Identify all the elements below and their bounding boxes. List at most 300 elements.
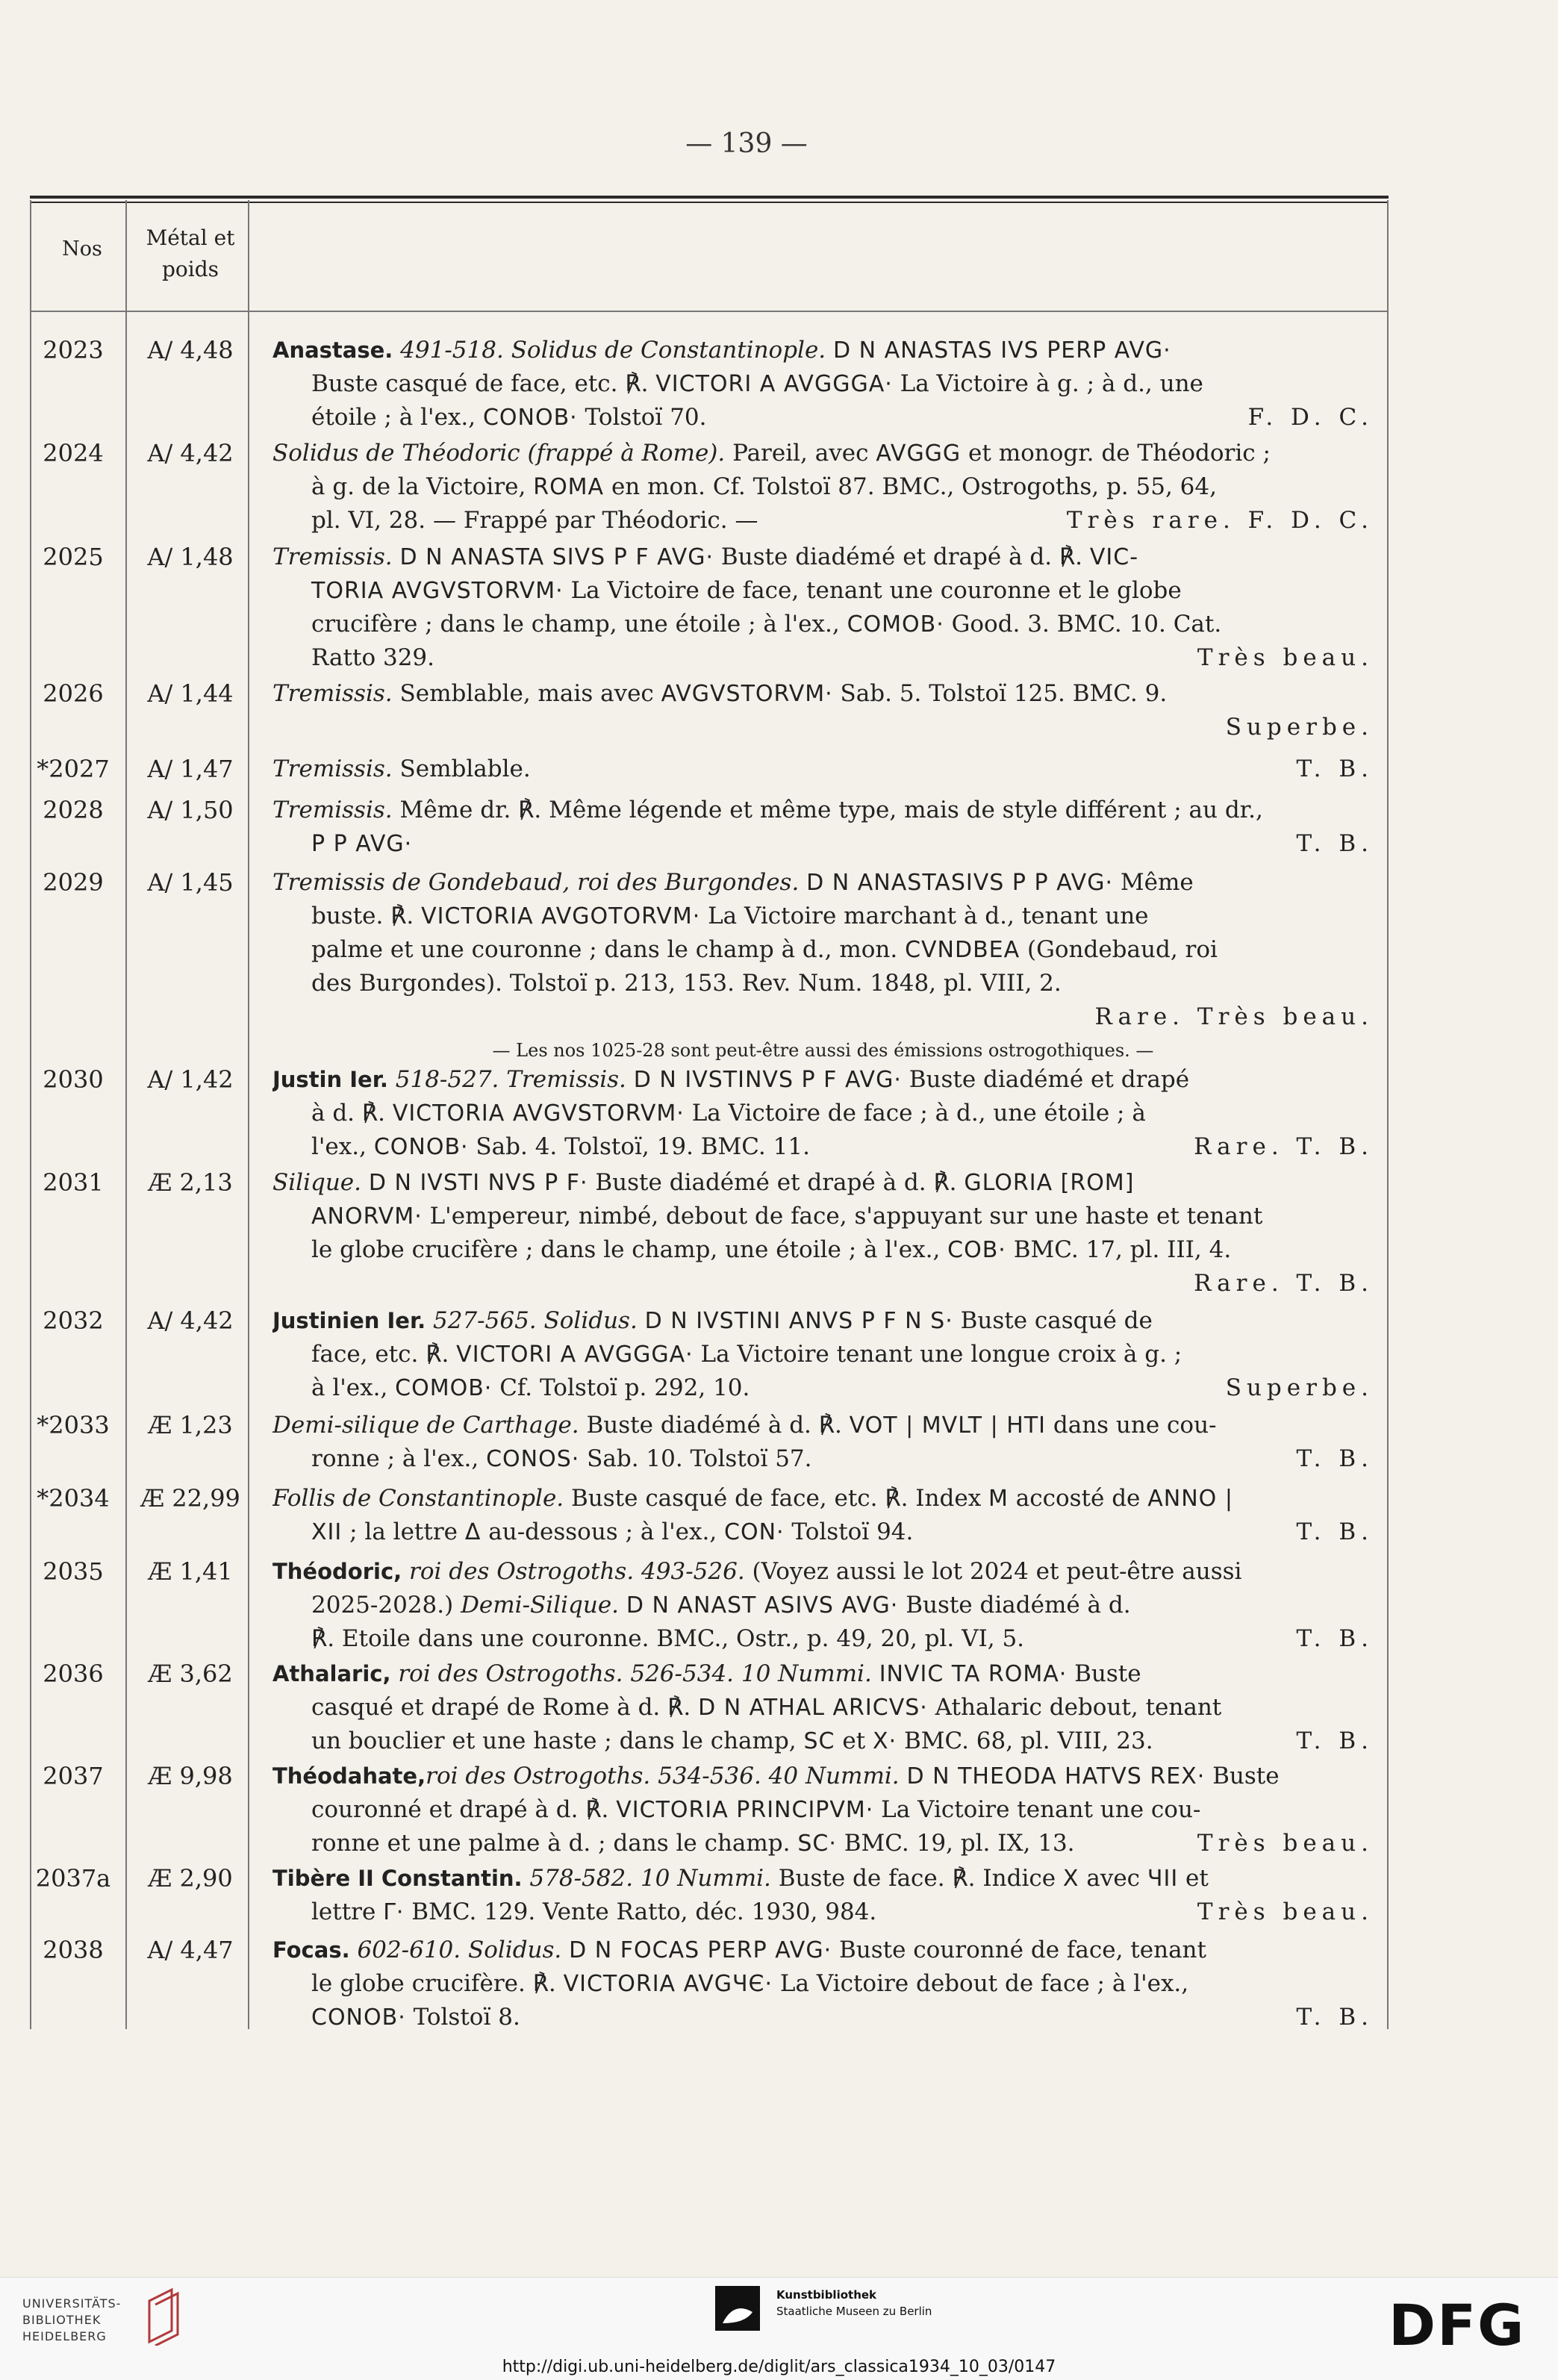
text-segment: Tibère II Constantin. bbox=[272, 1866, 523, 1891]
lot-number: 2029 bbox=[43, 868, 104, 897]
university-library-logo-icon bbox=[142, 2286, 187, 2346]
description-line bbox=[272, 608, 1374, 641]
text-segment: Sab. 10. Tolstoï 57. bbox=[579, 1445, 812, 1472]
text-segment: P P AVG· bbox=[311, 831, 413, 857]
lot-number: 2023 bbox=[43, 336, 104, 364]
text-segment: Justinien Ier. bbox=[272, 1308, 426, 1333]
description-text bbox=[311, 641, 434, 675]
description-line bbox=[272, 437, 1374, 470]
text-segment: Buste de face. ℟. Indice bbox=[770, 1865, 1063, 1892]
metal-weight: Æ 22,99 bbox=[140, 1484, 240, 1513]
text-segment: 491-518. Solidus de Constantinople. bbox=[393, 337, 834, 364]
text-segment: Δ bbox=[464, 1519, 482, 1545]
text-segment: La Victoire à g. ; à d., une bbox=[892, 370, 1203, 397]
text-segment: D N ATHAL ARICVS· bbox=[698, 1695, 928, 1721]
text-segment: VICTORIA AVGOTORVM· bbox=[421, 903, 701, 929]
grade-label: Rare. Très beau. bbox=[1094, 1003, 1374, 1030]
description-text bbox=[311, 370, 1203, 397]
text-segment: étoile ; à l'ex., bbox=[311, 404, 483, 431]
grade-label: T. B. bbox=[1296, 2004, 1374, 2031]
grade-label: T. B. bbox=[1296, 1518, 1374, 1545]
text-segment: Follis de Constantinople. bbox=[272, 1485, 564, 1512]
text-segment: au-dessous ; à l'ex., bbox=[481, 1518, 725, 1545]
lot-number: 2030 bbox=[43, 1065, 104, 1094]
description-text bbox=[311, 504, 758, 538]
description-line bbox=[272, 677, 1374, 711]
description-line bbox=[272, 1862, 1374, 1895]
text-segment: Tremissis. bbox=[272, 680, 393, 707]
grade-label: Très beau. bbox=[1197, 1830, 1374, 1857]
text-segment: ANORVM· bbox=[311, 1203, 423, 1230]
text-segment: Semblable, mais avec bbox=[392, 680, 661, 707]
text-segment: lettre bbox=[311, 1898, 384, 1925]
lot-description bbox=[272, 1657, 1374, 1758]
text-segment: et monogr. de Théodoric ; bbox=[961, 440, 1271, 467]
description-line bbox=[272, 1130, 1374, 1164]
text-segment: La Victoire tenant une longue croix à g. ; bbox=[693, 1341, 1182, 1368]
text-segment: accosté de bbox=[1008, 1485, 1148, 1512]
description-line bbox=[272, 967, 1374, 1000]
description-line bbox=[272, 1200, 1374, 1233]
text-segment: La Victoire tenant une cou- bbox=[873, 1796, 1201, 1823]
header-rule-thick bbox=[30, 196, 1389, 199]
grade-label: T. B. bbox=[1296, 830, 1374, 857]
description-line bbox=[272, 1555, 1374, 1589]
lot-number: 2025 bbox=[43, 543, 104, 571]
text-segment: GLORIA [ROM] bbox=[964, 1170, 1135, 1196]
text-segment: BMC. 19, pl. IX, 13. bbox=[836, 1830, 1075, 1857]
text-segment: M bbox=[988, 1486, 1009, 1512]
text-segment: roi des Ostrogoths. 526-534. 10 Nummi. bbox=[390, 1660, 879, 1687]
metal-weight: A/ 1,47 bbox=[147, 755, 234, 783]
text-segment: Good. 3. BMC. 10. Cat. bbox=[944, 611, 1222, 638]
text-segment: X· bbox=[873, 1728, 897, 1754]
text-segment: La Victoire de face, tenant une couronne et le globe bbox=[563, 577, 1182, 604]
text-segment: 578-582. 10 Nummi. bbox=[522, 1865, 771, 1892]
text-segment: ANNO | bbox=[1147, 1486, 1233, 1512]
text-segment: Buste casqué de face, etc. ℟. bbox=[311, 370, 656, 397]
text-segment: à g. de la Victoire, bbox=[311, 473, 534, 500]
text-segment: un bouclier et une haste ; dans le champ, bbox=[311, 1728, 804, 1754]
text-segment: 527-565. Solidus. bbox=[426, 1307, 645, 1334]
description-line bbox=[272, 1895, 1374, 1929]
text-segment: 602-610. Solidus. bbox=[349, 1937, 570, 1963]
text-segment: Buste diadémé et drapé à d. ℟. bbox=[588, 1169, 965, 1196]
text-segment: le globe crucifère. ℟. bbox=[311, 1970, 564, 1997]
text-segment: Pareil, avec bbox=[725, 440, 876, 467]
grade-label: Rare. T. B. bbox=[1194, 1270, 1374, 1297]
text-segment: — Les nos 1025-28 sont peut-être aussi des émissions ostrogothiques. — bbox=[492, 1040, 1154, 1061]
source-url[interactable]: http://digi.ub.uni-heidelberg.de/diglit/ars_classica1934_10_03/0147 bbox=[502, 2358, 1056, 2376]
lot-number: *2027 bbox=[37, 755, 110, 783]
description-line bbox=[272, 1409, 1374, 1442]
grade-label: Très beau. bbox=[1197, 644, 1374, 671]
text-segment: SC· bbox=[797, 1831, 837, 1857]
text-segment: ronne ; à l'ex., bbox=[311, 1445, 487, 1472]
description-line bbox=[272, 1482, 1374, 1515]
description-line bbox=[272, 574, 1374, 608]
text-segment: 2025-2028.) bbox=[311, 1592, 461, 1619]
text-segment: L'empereur, nimbé, debout de face, s'appuyant sur une haste et tenant bbox=[422, 1203, 1263, 1230]
column-header-metal-line2: poids bbox=[161, 257, 219, 281]
text-segment: Tolstoï 94. bbox=[784, 1518, 914, 1545]
lot-number: 2035 bbox=[43, 1557, 104, 1586]
text-segment: Buste casqué de face, etc. ℟. Index bbox=[564, 1485, 989, 1512]
description-text bbox=[272, 1558, 1241, 1585]
text-segment: Même dr. ℟. Même légende et même type, mais de style différent ; au dr., bbox=[392, 797, 1263, 823]
description-text bbox=[311, 936, 1218, 963]
text-segment: Tremissis. bbox=[272, 756, 393, 782]
description-line bbox=[272, 1760, 1374, 1793]
text-segment: Demi-silique de Carthage. bbox=[272, 1412, 579, 1439]
text-segment: Cf. Tolstoï p. 292, 10. bbox=[492, 1374, 750, 1401]
description-line bbox=[272, 1371, 1374, 1405]
description-line bbox=[272, 367, 1374, 401]
text-segment: La Victoire marchant à d., tenant une bbox=[700, 903, 1149, 929]
text-segment: Demi-Silique. bbox=[461, 1592, 626, 1619]
column-header-metal bbox=[134, 222, 246, 285]
metal-weight: Æ 2,13 bbox=[148, 1168, 233, 1197]
text-segment: BMC. 17, pl. III, 4. bbox=[1006, 1236, 1232, 1263]
lot-number: 2032 bbox=[43, 1306, 104, 1335]
text-segment: Tremissis. bbox=[272, 797, 393, 823]
description-text bbox=[311, 1895, 876, 1929]
description-text bbox=[311, 1341, 1182, 1368]
description-line bbox=[272, 1166, 1374, 1200]
lot-description bbox=[272, 1304, 1374, 1405]
description-line bbox=[272, 933, 1374, 967]
grade-label: Rare. T. B. bbox=[1194, 1133, 1374, 1160]
text-segment: à d. ℟. bbox=[311, 1100, 393, 1127]
text-segment: roi des Ostrogoths. 534-536. 40 Nummi. bbox=[426, 1763, 907, 1789]
text-segment: COB· bbox=[947, 1237, 1006, 1263]
text-segment: CONOB· bbox=[311, 2004, 406, 2031]
text-segment: Tolstoï 8. bbox=[405, 2004, 520, 2031]
metal-weight: A/ 1,42 bbox=[147, 1065, 234, 1094]
metal-weight: Æ 1,41 bbox=[148, 1557, 233, 1586]
text-segment: CONOB· bbox=[373, 1134, 469, 1160]
text-segment: BMC. 129. Vente Ratto, déc. 1930, 984. bbox=[404, 1898, 877, 1925]
text-segment: Buste bbox=[1205, 1763, 1280, 1789]
description-line bbox=[272, 470, 1374, 504]
text-segment: Γ· bbox=[383, 1899, 405, 1925]
description-line bbox=[272, 1589, 1374, 1622]
text-segment: BMC. 68, pl. VIII, 23. bbox=[897, 1728, 1153, 1754]
text-segment: D N ANASTASIVS P P AVG· bbox=[806, 870, 1113, 896]
text-segment: VICTORI A AVGGGA· bbox=[655, 371, 893, 397]
text-segment: Focas. bbox=[272, 1937, 350, 1963]
description-text bbox=[311, 1130, 810, 1164]
text-segment: TORIA AVGVSTORVM· bbox=[311, 578, 564, 604]
lot-number: 2028 bbox=[43, 796, 104, 824]
description-text bbox=[272, 869, 1194, 896]
kunstbibliothek-label bbox=[776, 2287, 932, 2320]
description-text bbox=[311, 2001, 520, 2034]
column-divider-metal bbox=[248, 200, 249, 2029]
uni-line-3: HEIDELBERG bbox=[22, 2329, 107, 2343]
text-segment: Même bbox=[1113, 869, 1194, 896]
metal-weight: A/ 4,42 bbox=[147, 439, 234, 467]
text-segment: VICTORI A AVGGGA· bbox=[456, 1342, 694, 1368]
lot-number: 2038 bbox=[43, 1936, 104, 1964]
description-line bbox=[272, 2001, 1374, 2034]
text-segment: D N ANASTAS IVS PERP AVG· bbox=[833, 337, 1171, 364]
description-text bbox=[272, 1660, 1141, 1687]
text-segment: AVGGG bbox=[876, 440, 962, 467]
text-segment: D N ANAST ASIVS AVG· bbox=[626, 1592, 899, 1619]
lot-description bbox=[272, 334, 1374, 434]
text-segment: 518-527. Tremissis. bbox=[387, 1066, 634, 1093]
description-text bbox=[272, 1485, 1233, 1512]
text-segment: Semblable. bbox=[392, 756, 531, 782]
description-line bbox=[272, 1657, 1374, 1691]
text-segment: Sab. 4. Tolstoï, 19. BMC. 11. bbox=[468, 1133, 810, 1160]
lot-description bbox=[272, 1063, 1374, 1164]
text-segment: Athalaric, bbox=[272, 1661, 391, 1686]
description-text bbox=[311, 1796, 1200, 1823]
description-line bbox=[272, 866, 1374, 900]
description-text bbox=[311, 1442, 812, 1476]
lot-description bbox=[272, 1482, 1374, 1549]
text-segment: D N IVSTINI ANVS P F N S· bbox=[644, 1308, 953, 1334]
grade-label: F. D. C. bbox=[1247, 404, 1374, 431]
column-border-left bbox=[30, 200, 31, 2029]
text-segment: X bbox=[1062, 1866, 1079, 1892]
lot-description bbox=[272, 1862, 1374, 1929]
text-segment: casqué et drapé de Rome à d. ℟. bbox=[311, 1694, 699, 1721]
description-line bbox=[272, 794, 1374, 827]
text-segment: Silique. bbox=[272, 1169, 369, 1196]
text-segment: D N IVSTINVS P F AVG· bbox=[633, 1067, 902, 1093]
description-line bbox=[272, 541, 1374, 574]
column-header-metal-line1: Métal et bbox=[146, 225, 235, 250]
text-segment: Buste diadémé à d. bbox=[898, 1592, 1131, 1619]
description-text bbox=[311, 1515, 913, 1549]
column-header-rule bbox=[30, 311, 1389, 312]
text-segment: Sab. 5. Tolstoï 125. BMC. 9. bbox=[832, 680, 1168, 707]
text-segment: ronne et une palme à d. ; dans le champ. bbox=[311, 1830, 798, 1857]
description-text bbox=[272, 1066, 1189, 1093]
kunstbibliothek-subtitle: Staatliche Museen zu Berlin bbox=[776, 2305, 932, 2318]
text-segment: avec bbox=[1079, 1865, 1147, 1892]
text-segment: l'ex., bbox=[311, 1133, 374, 1160]
description-line bbox=[272, 334, 1374, 367]
description-text bbox=[311, 903, 1149, 929]
description-line bbox=[272, 753, 1374, 786]
text-segment: couronné et drapé à d. ℟. bbox=[311, 1796, 617, 1823]
description-line bbox=[272, 1442, 1374, 1476]
text-segment: VOT | MVLT | HTI bbox=[849, 1412, 1047, 1439]
metal-weight: A/ 1,48 bbox=[147, 543, 234, 571]
lot-description bbox=[272, 794, 1374, 861]
grade-label: T. B. bbox=[1296, 1445, 1374, 1472]
lot-number: 2036 bbox=[43, 1660, 104, 1688]
text-segment: Buste couronné de face, tenant bbox=[832, 1937, 1206, 1963]
column-border-right bbox=[1387, 200, 1389, 2029]
metal-weight: A/ 1,45 bbox=[147, 868, 234, 897]
text-segment: Théodahate, bbox=[272, 1763, 426, 1789]
lot-description bbox=[272, 1409, 1374, 1476]
university-library-name bbox=[22, 2296, 121, 2345]
text-segment: ; la lettre bbox=[342, 1518, 465, 1545]
grade-label: Très rare. F. D. C. bbox=[1066, 507, 1374, 534]
text-segment: SC bbox=[803, 1728, 835, 1754]
description-text bbox=[272, 797, 1263, 823]
description-line bbox=[272, 641, 1374, 675]
text-segment: Théodoric, bbox=[272, 1559, 402, 1584]
text-segment: roi des Ostrogoths. 493-526. bbox=[402, 1558, 745, 1585]
text-segment: Solidus de Théodoric (frappé à Rome). bbox=[272, 440, 726, 467]
text-segment: dans une cou- bbox=[1046, 1412, 1217, 1439]
text-segment: Justin Ier. bbox=[272, 1067, 388, 1092]
text-segment: palme et une couronne ; dans le champ à d., mon. bbox=[311, 936, 906, 963]
description-line bbox=[272, 1515, 1374, 1549]
grade-label: T. B. bbox=[1296, 756, 1374, 782]
text-segment: en mon. Cf. Tolstoï 87. BMC., Ostrogoths, p. 55, 64, bbox=[604, 473, 1217, 500]
text-segment: VICTORIA PRINCIPVM· bbox=[616, 1797, 874, 1823]
lot-description bbox=[272, 1760, 1374, 1860]
description-text bbox=[272, 1307, 1153, 1334]
lot-number: 2037 bbox=[43, 1762, 104, 1790]
description-text bbox=[311, 1725, 1153, 1758]
grade-label: Très beau. bbox=[1197, 1898, 1374, 1925]
lot-description bbox=[272, 1555, 1374, 1656]
description-text bbox=[311, 401, 707, 434]
lot-description bbox=[272, 437, 1374, 538]
description-line bbox=[272, 1691, 1374, 1725]
lot-description bbox=[272, 541, 1374, 675]
text-segment: D N FOCAS PERP AVG· bbox=[569, 1937, 832, 1963]
kunstbibliothek-logo-icon bbox=[715, 2286, 767, 2338]
description-text bbox=[311, 1236, 1231, 1263]
text-segment: crucifère ; dans le champ, une étoile ; à l'ex., bbox=[311, 611, 847, 638]
description-text bbox=[272, 440, 1271, 467]
description-line bbox=[272, 1000, 1374, 1034]
text-segment: face, etc. ℟. bbox=[311, 1341, 457, 1368]
description-text bbox=[272, 337, 1171, 364]
text-segment: VICTORIA AVGVSTORVM· bbox=[392, 1100, 685, 1127]
description-line bbox=[272, 1063, 1374, 1097]
description-line bbox=[272, 1304, 1374, 1338]
metal-weight: A/ 4,42 bbox=[147, 1306, 234, 1335]
lot-number: 2031 bbox=[43, 1168, 104, 1197]
grade-label: T. B. bbox=[1296, 1728, 1374, 1754]
description-text bbox=[311, 1694, 1221, 1721]
lot-description bbox=[272, 1934, 1374, 2034]
text-segment: La Victoire de face ; à d., une étoile ; à bbox=[684, 1100, 1146, 1127]
metal-weight: A/ 1,44 bbox=[147, 679, 234, 708]
text-segment: AVGVSTORVM· bbox=[661, 681, 833, 707]
description-text bbox=[272, 1763, 1280, 1789]
text-segment: et bbox=[835, 1728, 873, 1754]
description-text bbox=[272, 1937, 1206, 1963]
description-text bbox=[311, 1100, 1146, 1127]
description-line bbox=[272, 1622, 1374, 1656]
description-line bbox=[272, 900, 1374, 933]
lot-number: 2024 bbox=[43, 439, 104, 467]
description-line bbox=[272, 401, 1374, 434]
description-text bbox=[311, 611, 1221, 638]
page-number: — 139 — bbox=[685, 128, 808, 159]
metal-weight: Æ 9,98 bbox=[148, 1762, 233, 1790]
description-text bbox=[311, 827, 412, 861]
metal-weight: Æ 3,62 bbox=[148, 1660, 233, 1688]
description-text bbox=[311, 1203, 1262, 1230]
text-segment: D N IVSTI NVS P F· bbox=[368, 1170, 588, 1196]
description-text bbox=[311, 577, 1182, 604]
lot-description bbox=[272, 677, 1374, 744]
grade-label: T. B. bbox=[1296, 1625, 1374, 1652]
text-segment: ℟. Etoile dans une couronne. BMC., Ostr., p. 49, 20, pl. VI, 5. bbox=[311, 1625, 1025, 1652]
description-text bbox=[493, 1040, 1154, 1061]
header-rule-thin bbox=[30, 202, 1389, 203]
description-text bbox=[311, 1827, 1075, 1860]
text-segment: COMOB· bbox=[395, 1375, 493, 1401]
metal-weight: A/ 1,50 bbox=[147, 796, 234, 824]
uni-line-2: BIBLIOTHEK bbox=[22, 2313, 102, 2327]
text-segment: Athalaric debout, tenant bbox=[927, 1694, 1222, 1721]
text-segment: XII bbox=[311, 1519, 343, 1545]
text-segment: Tremissis. bbox=[272, 543, 400, 570]
description-line bbox=[272, 1725, 1374, 1758]
kunstbibliothek-title: Kunstbibliothek bbox=[776, 2288, 877, 2302]
lot-description bbox=[272, 1166, 1374, 1300]
lot-number: 2037a bbox=[35, 1864, 111, 1893]
grade-label: Superbe. bbox=[1225, 1374, 1374, 1401]
text-segment: CON· bbox=[724, 1519, 785, 1545]
column-header-nos: Nos bbox=[62, 237, 102, 261]
text-segment: ROMA bbox=[533, 474, 605, 500]
metal-weight: A/ 4,48 bbox=[147, 336, 234, 364]
description-line bbox=[272, 1097, 1374, 1130]
metal-weight: A/ 4,47 bbox=[147, 1936, 234, 1964]
description-line bbox=[272, 827, 1374, 861]
lot-description bbox=[272, 753, 1374, 786]
lot-number: 2026 bbox=[43, 679, 104, 708]
description-text bbox=[311, 1970, 1188, 1997]
text-segment: CVNDBEA bbox=[905, 937, 1021, 963]
description-text bbox=[311, 970, 1062, 997]
description-text bbox=[272, 680, 1167, 707]
text-segment: Buste diadémé et drapé à d. ℟. bbox=[714, 543, 1090, 570]
text-segment: CONOB· bbox=[482, 405, 578, 431]
text-segment: à l'ex., bbox=[311, 1374, 396, 1401]
description-line bbox=[272, 1967, 1374, 2001]
text-segment: Tolstoï 70. bbox=[577, 404, 707, 431]
description-text bbox=[311, 1622, 1024, 1656]
text-segment: Ratto 329. bbox=[311, 644, 434, 671]
description-line bbox=[272, 1267, 1374, 1300]
description-line bbox=[272, 1338, 1374, 1371]
description-text bbox=[311, 1592, 1131, 1619]
text-segment: D N ANASTA SIVS P F AVG· bbox=[399, 544, 714, 570]
metal-weight: Æ 1,23 bbox=[148, 1411, 233, 1439]
text-segment: VIC- bbox=[1089, 544, 1139, 570]
text-segment: ЧII bbox=[1147, 1866, 1179, 1892]
text-segment: Buste bbox=[1067, 1660, 1141, 1687]
lot-description bbox=[272, 866, 1374, 1068]
text-segment: buste. ℟. bbox=[311, 903, 422, 929]
grade-label: Superbe. bbox=[1225, 714, 1374, 741]
dfg-logo: DFG bbox=[1389, 2292, 1526, 2358]
text-segment: et bbox=[1178, 1865, 1209, 1892]
text-segment: le globe crucifère ; dans le champ, une étoile ; à l'ex., bbox=[311, 1236, 948, 1263]
description-text bbox=[272, 1169, 1134, 1196]
text-segment: (Voyez aussi le lot 2024 et peut-être aussi bbox=[744, 1558, 1242, 1585]
text-segment: Tremissis de Gondebaud, roi des Burgondes. bbox=[272, 869, 807, 896]
description-line bbox=[272, 1827, 1374, 1860]
description-line bbox=[272, 711, 1374, 744]
